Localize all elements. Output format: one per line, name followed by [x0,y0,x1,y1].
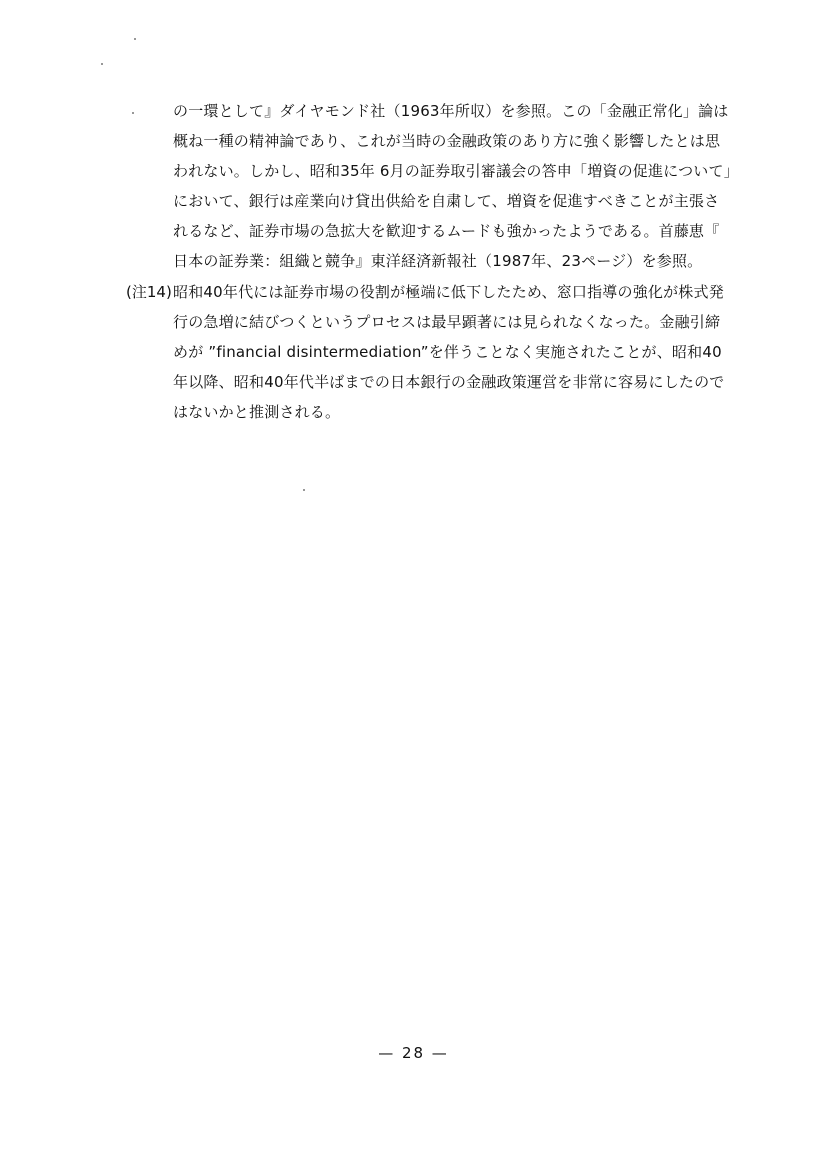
note-line: 日本の証券業：組織と競争』東洋経済新報社（1987年、23ページ）を参照。 [173,252,703,270]
note-line: 概ね一種の精神論であり、これが当時の金融政策のあり方に強く影響したとは思 [173,132,721,150]
note-14-label: (注14) [126,283,172,301]
scan-speck [132,112,134,114]
note-line: 年以降、昭和40年代半ばまでの日本銀行の金融政策運営を非常に容易にしたので [173,373,725,391]
note-line: はないかと推測される。 [173,403,341,421]
scan-speck [303,489,305,491]
note-line: めが ”financial disintermediation”を伴うことなく実施されたことが、昭和40 [173,343,722,361]
note-line: の一環として』ダイヤモンド社（1963年所収）を参照。この「金融正常化」論は [173,102,729,120]
note-line: れるなど、証券市場の急拡大を歓迎するムードも強かったようである。首藤恵『 [173,222,720,240]
note-line: われない。しかし、昭和35年 6月の証券取引審議会の答申「増資の促進について」 [173,162,739,180]
page-number: — 28 — [378,1044,449,1062]
note-line: 行の急増に結びつくというプロセスは最早顕著には見られなくなった。金融引締 [173,313,721,331]
note-line: において、銀行は産業向け貸出供給を自粛して、増資を促進すべきことが主張さ [173,192,720,210]
note-14-first-line: 昭和40年代には証券市場の役割が極端に低下したため、窓口指導の強化が株式発 [173,283,724,301]
scan-speck [134,38,136,40]
scan-speck [101,63,103,65]
